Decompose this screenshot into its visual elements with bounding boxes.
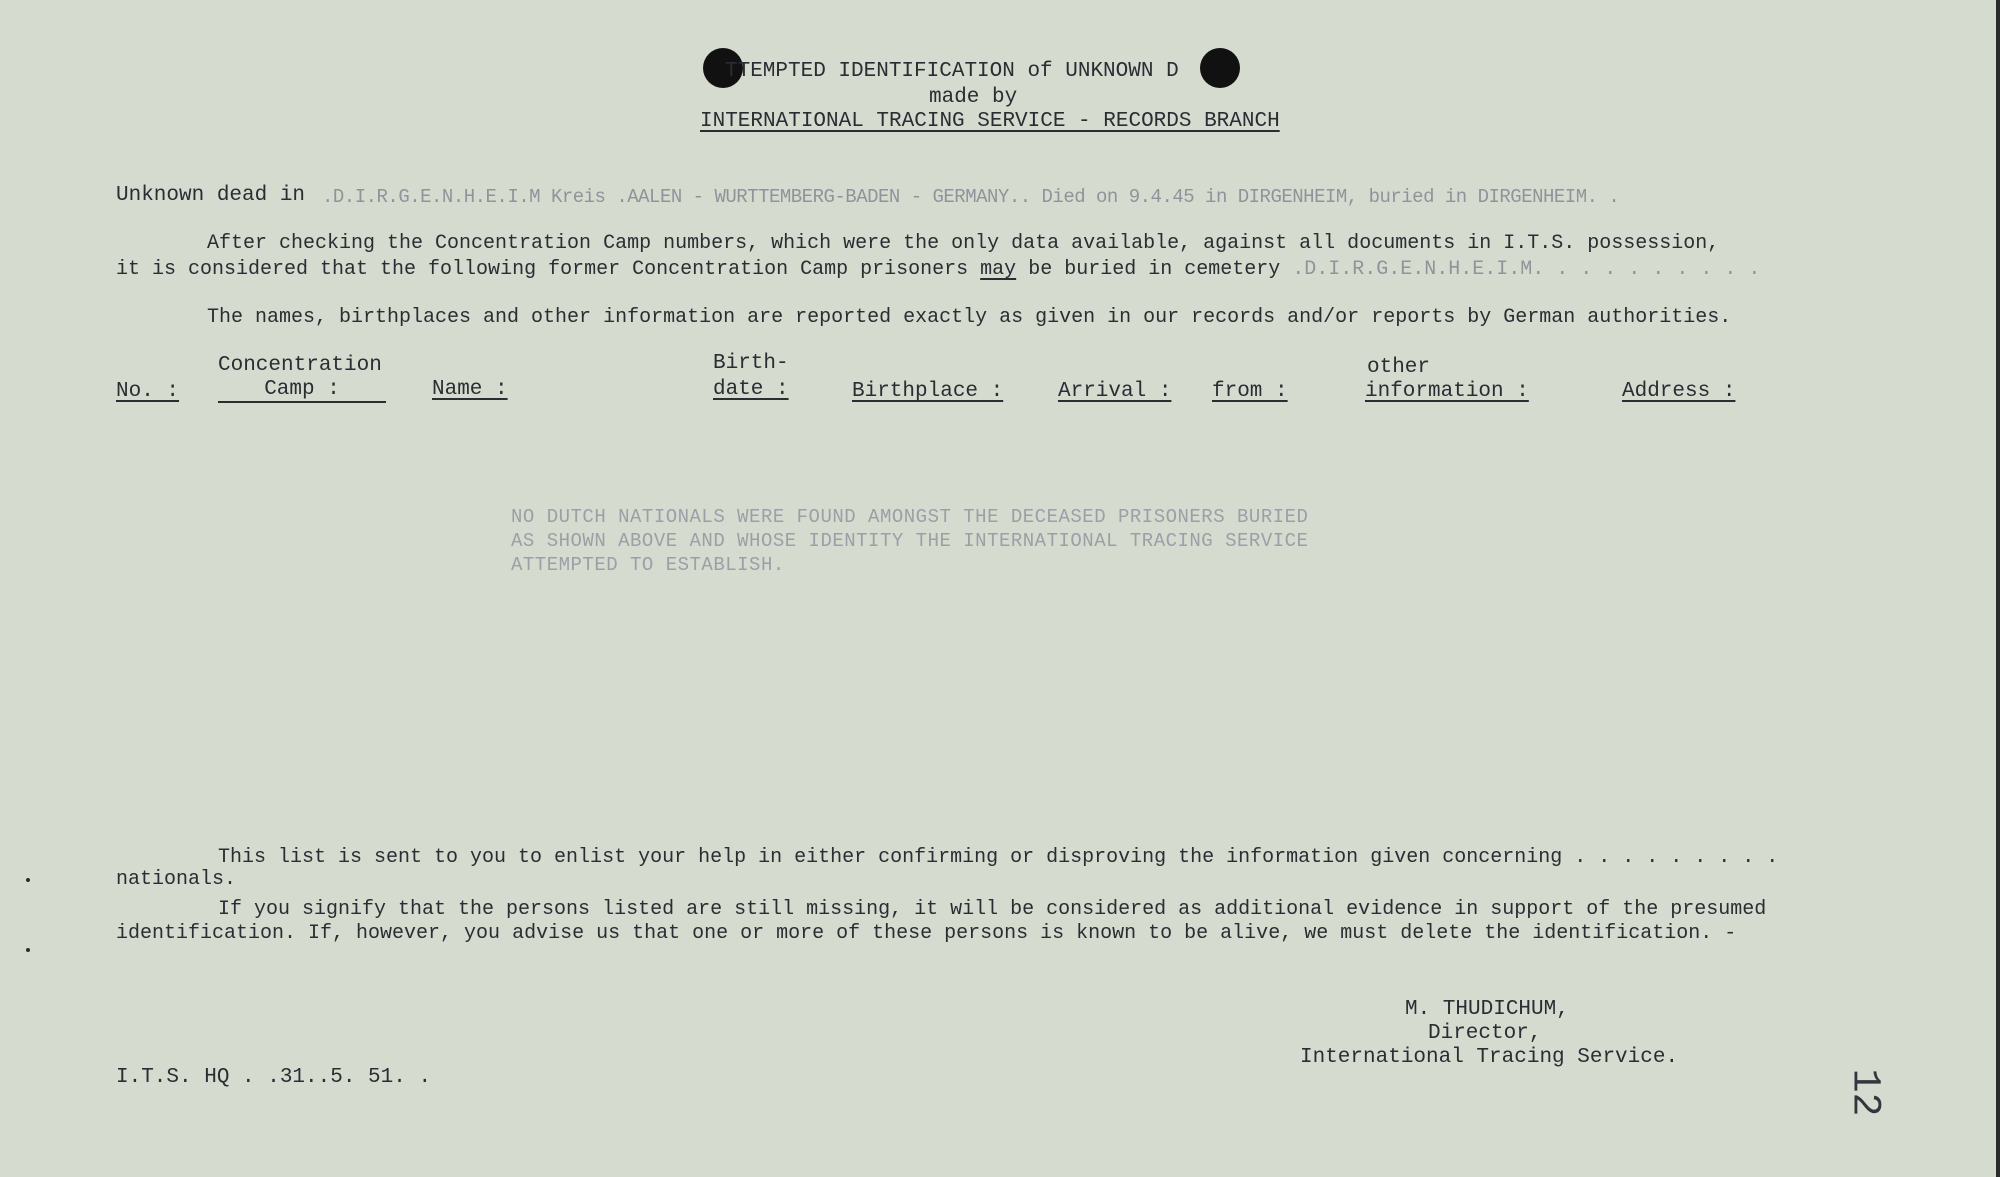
col-birthplace: Birthplace :	[852, 380, 1004, 403]
paragraph-reported: The names, birthplaces and other information are reported exactly as given in our records and/or reports by German authorities.	[207, 306, 1732, 329]
col-camp-top: Concentration	[218, 354, 382, 377]
paragraph-checking-line2-end: be buried in cemetery	[1028, 258, 1281, 281]
signatory-organization: International Tracing Service.	[1300, 1046, 1679, 1069]
closing-missing-line2: identification. If, however, you advise us that one or more of these persons is known to be alive, we must delete the identification. -	[116, 922, 1737, 945]
col-name: Name :	[432, 378, 508, 401]
paragraph-checking-line2-start: it is considered that the following former Concentration Camp prisoners	[116, 258, 969, 281]
col-address: Address :	[1622, 380, 1736, 403]
margin-mark	[26, 948, 30, 952]
footer-reference: I.T.S. HQ . .31..5. 51. .	[116, 1066, 432, 1089]
stamp-line-3: ATTEMPTED TO ESTABLISH.	[511, 554, 785, 576]
stamp-line-1: NO DUTCH NATIONALS WERE FOUND AMONGST THE DECEASED PRISONERS BURIED	[511, 506, 1309, 528]
col-arrival: Arrival :	[1058, 380, 1172, 403]
document-title: TTEMPTED IDENTIFICATION of UNKNOWN D	[725, 60, 1179, 83]
signatory-title: Director,	[1428, 1022, 1542, 1045]
cemetery-name: .D.I.R.G.E.N.H.E.I.M. . . . . . . . . .	[1292, 258, 1761, 281]
col-birthdate: date :	[713, 378, 789, 401]
may-emphasis: may	[980, 258, 1017, 281]
punch-hole-right	[1200, 48, 1240, 88]
margin-mark	[26, 878, 30, 882]
col-information: information :	[1365, 380, 1529, 403]
scan-edge	[1996, 0, 2000, 1177]
closing-missing-line1: If you signify that the persons listed are still missing, it will be considered as additional evidence in support of the presumed	[218, 898, 1767, 921]
unknown-dead-label: Unknown dead in	[116, 184, 306, 207]
stamp-line-2: AS SHOWN ABOVE AND WHOSE IDENTITY THE INTERNATIONAL TRACING SERVICE	[511, 530, 1309, 552]
closing-enlist-line1: This list is sent to you to enlist your help in either confirming or disproving the information given concerning . . . . . . . . .	[218, 846, 1779, 869]
made-by-line: made by	[929, 86, 1018, 109]
col-camp	[218, 378, 386, 403]
closing-enlist-line2: nationals.	[116, 868, 237, 891]
page-number: 12	[1841, 1068, 1887, 1117]
paragraph-checking-line1: After checking the Concentration Camp numbers, which were the only data available, against all documents in I.T.S. possession,	[207, 232, 1720, 255]
records-branch-heading: INTERNATIONAL TRACING SERVICE - RECORDS BRANCH	[700, 110, 1280, 133]
unknown-dead-location: .D.I.R.G.E.N.H.E.I.M Kreis .AALEN - WURTTEMBERG-BADEN - GERMANY.. Died on 9.4.45 in DIRGENHEIM, buried in DIRGENHEIM. .	[322, 186, 1620, 208]
signatory-name: M. THUDICHUM,	[1405, 998, 1569, 1021]
col-no: No. :	[116, 380, 180, 403]
col-camp-label: Camp :	[264, 378, 340, 401]
col-birth-top: Birth-	[713, 352, 789, 375]
paragraph-checking-line2	[116, 258, 1760, 281]
col-other-top: other	[1367, 356, 1431, 379]
col-from: from :	[1212, 380, 1288, 403]
